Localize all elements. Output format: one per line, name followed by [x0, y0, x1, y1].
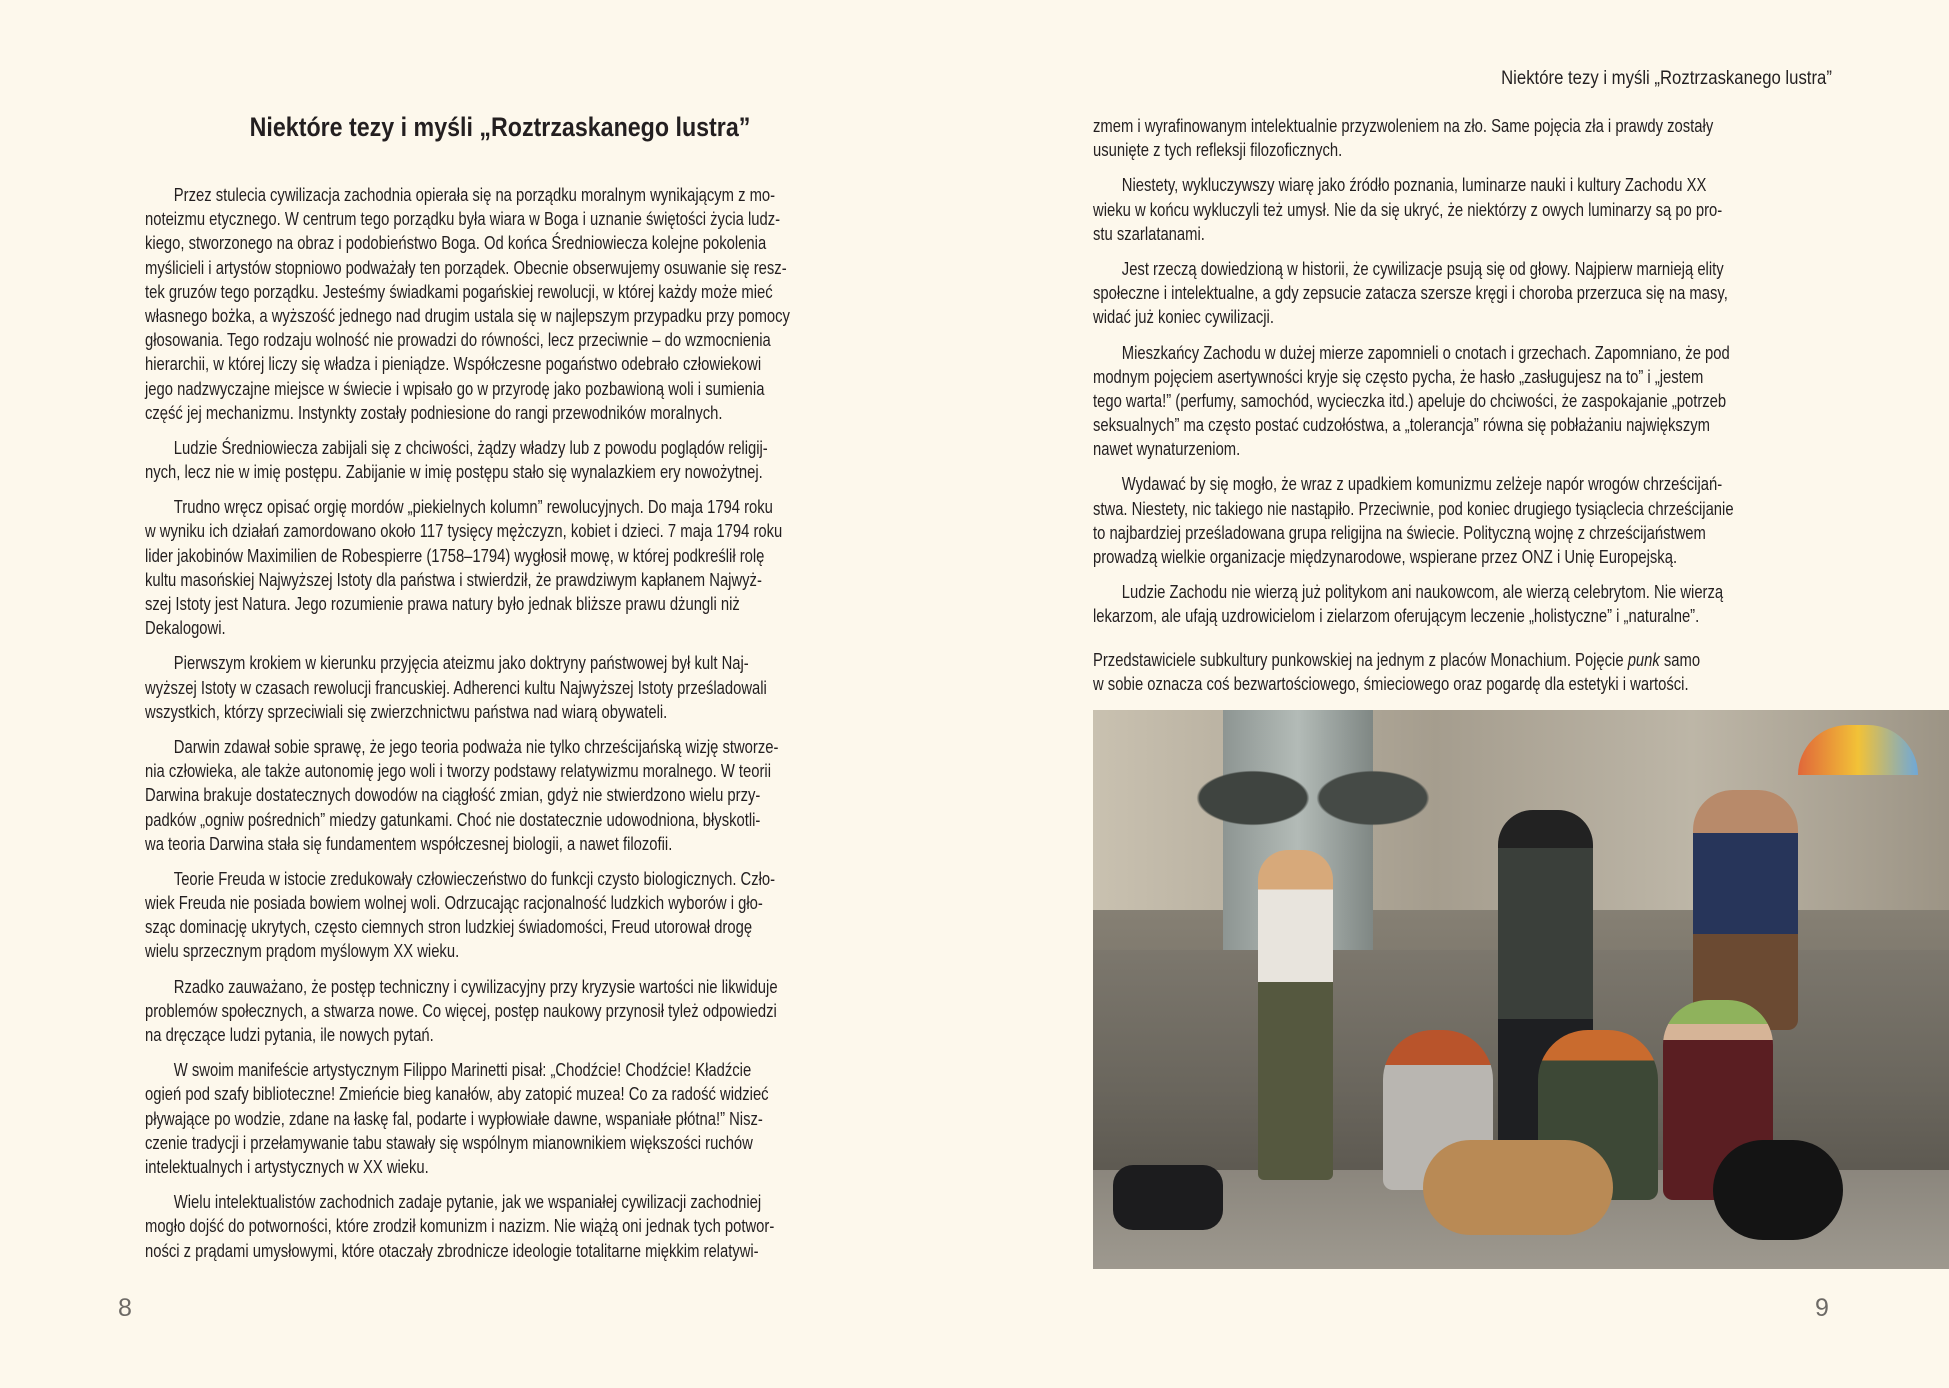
punk-subculture-photo [1093, 710, 1949, 1269]
dog-black [1713, 1140, 1843, 1240]
text-line: własnego bożka, a wyższość jednego nad drugim ustala się w najlepszym przypadku przy pomocy [145, 304, 790, 326]
text-line: Rzadko zauważano, że postęp techniczny i cywilizacyjny przy kryzysie wartości nie likwiduje [173, 975, 778, 997]
paragraph [145, 183, 855, 425]
text-line: stwa. Niestety, nic takiego nie nastąpiło. Przeciwnie, pod koniec drugiego tysiąclecia chrześcijanie [1093, 497, 1734, 519]
text-line: wiek Freuda nie posiada bowiem wolnej woli. Odrzucając racjonalność ludzkich wyborów i gło- [145, 892, 763, 914]
text-line: Teorie Freuda w istocie zredukowały człowieczeństwo do funkcji czysto biologicznych. Czło- [173, 867, 776, 889]
text-line: myślicieli i artystów stopniowo podważały ten porządek. Obecnie obserwujemy osuwanie się resz- [145, 256, 787, 278]
text-line: ności z prądami umysłowymi, które otaczały zbrodnicze ideologie totalitarne miękkim relatywi- [145, 1239, 759, 1261]
text-line: Darwin zdawał sobie sprawę, że jego teoria podważa nie tylko chrześcijańską wizję stworze- [173, 735, 779, 757]
paragraph [145, 651, 855, 724]
text-line: Wydawać by się mogło, że wraz z upadkiem komunizmu zelżeje napór wrogów chrześcijań- [1121, 473, 1723, 495]
text-line: Darwina brakuje dostatecznych dowodów na ciągłość zmian, gdyż nie stwierdzono wielu przy- [145, 784, 761, 806]
running-head: Niektóre tezy i myśli „Roztrzaskanego lustra” [1501, 68, 1832, 89]
text-line: jego nadzwyczajne miejsce w świecie i wpisało go w przyrodę jako pozbawioną woli i sumienia [145, 377, 765, 399]
paragraph [1093, 173, 1830, 246]
caption-line [1093, 648, 1701, 672]
page-number-right: 9 [1815, 1294, 1829, 1322]
caption-text: Przedstawiciele subkultury punkowskiej na jednym z placów Monachium. Pojęcie [1093, 649, 1628, 670]
text-line: seksualnych” ma często postać cudzołóstwa, a „tolerancja” równa się pobłażaniu największym [1093, 414, 1710, 436]
paragraph [145, 436, 855, 484]
text-line: stu szarlatanami. [1093, 222, 1205, 244]
text-line: wyższej Istoty w czasach rewolucji francuskiej. Adherenci kultu Najwyższej Istoty prześladowali [145, 676, 767, 698]
text-line: problemów społecznych, a stwarza nowe. Co więcej, postęp naukowy przynosił tyleż odpowiedzi [145, 999, 777, 1021]
text-line: Trudno wręcz opisać orgię mordów „piekielnych kolumn” rewolucyjnych. Do maja 1794 roku [173, 496, 773, 518]
text-line: Ludzie Średniowiecza zabijali się z chciwości, żądzy władzy lub z powodu poglądów religij- [173, 436, 768, 458]
person-standing [1258, 850, 1333, 1180]
text-line: Jest rzeczą dowiedzioną w historii, że cywilizacje psują się od głowy. Najpierw marnieją elity [1121, 257, 1724, 279]
text-line: prowadzą wielkie organizacje międzynarodowe, wspierane przez ONZ i Unię Europejską. [1093, 546, 1678, 567]
text-line: nych, lecz nie w imię postępu. Zabijanie w imię postępu stało się wynalazkiem ery nowożytnej. [145, 461, 763, 483]
text-line: mogło dojść do potworności, które zrodził komunizm i nazizm. Nie wiążą oni jednak tych potwor- [145, 1215, 775, 1237]
text-line: wieku w końcu wykluczyli też umysł. Nie da się ukryć, że niektórzy z owych luminarzy są po pro- [1093, 198, 1723, 220]
text-line: usunięte z tych refleksji filozoficznych. [1093, 139, 1343, 161]
text-line: kultu masońskiej Najwyższej Istoty dla państwa i stwierdził, że prawdziwym kapłanem Najwyż- [145, 568, 762, 590]
paragraph [1093, 580, 1830, 628]
text-line: W swoim manifeście artystycznym Filippo Marinetti pisał: „Chodźcie! Chodźcie! Kładźcie [173, 1059, 752, 1081]
paragraph [1093, 114, 1830, 162]
text-line: czenie tradycji i przełamywanie tabu stawały się wspólnym mianownikiem większości ruchów [145, 1131, 753, 1153]
text-line: widać już koniec cywilizacji. [1093, 306, 1274, 328]
text-line: modnym pojęciem asertywności kryje się często pycha, że hasło „zasługujesz na to” i „jestem [1093, 365, 1704, 387]
text-line: część jej mechanizmu. Instynkty zostały podniesione do rangi przewodników moralnych. [145, 401, 723, 423]
caption-line: w sobie oznacza coś bezwartościowego, śmieciowego oraz pogardę dla estetyki i wartości. [1093, 673, 1689, 695]
dog-golden [1423, 1140, 1613, 1235]
text-line: ogień pod szafy biblioteczne! Zmieńcie bieg kanałów, aby zatopić muzea! Co za radość widzieć [145, 1083, 769, 1105]
text-line: głosowania. Tego rodzaju wolność nie prowadzi do równości, lecz przeciwnie – do wzmocnienia [145, 329, 771, 351]
text-line: na dręczące ludzi pytania, ile nowych pytań. [145, 1024, 434, 1045]
text-line: wielu sprzecznym prądom myślowym XX wieku. [145, 940, 460, 962]
text-line: pływające po wodzie, zdane na łaskę fal, podarte i wypłowiałe dawne, wspaniałe płótna!” Nisz- [145, 1107, 763, 1129]
text-line: szej Istoty jest Natura. Jego rozumienie prawa natury było jednak bliższe prawu dżungli niż [145, 593, 740, 614]
caption-text: samo [1659, 649, 1701, 670]
paragraph [145, 1058, 855, 1179]
page-number-left: 8 [118, 1294, 132, 1322]
text-line: Przez stulecia cywilizacja zachodnia opierała się na porządku moralnym wynikającym z mo- [173, 184, 776, 205]
photo-caption [1093, 648, 1830, 696]
backpack [1113, 1165, 1223, 1230]
paragraph [145, 975, 855, 1048]
text-line: Dekalogowi. [145, 617, 226, 639]
text-line: Pierwszym krokiem w kierunku przyjęcia ateizmu jako doktryny państwowej był kult Naj- [173, 652, 749, 674]
chapter-title: Niektóre tezy i myśli „Roztrzaskanego lustra” [249, 112, 751, 142]
text-line: noteizmu etycznego. W centrum tego porządku była wiara w Boga i uznanie świętości życia ludz- [145, 208, 781, 230]
text-line: Niestety, wykluczywszy wiarę jako źródło poznania, luminarze nauki i kultury Zachodu XX [1121, 174, 1707, 196]
paragraph [1093, 341, 1830, 462]
text-line: w wyniku ich działań zamordowano około 117 tysięcy mężczyzn, kobiet i dzieci. 7 maja 1794 roku [145, 520, 783, 542]
paragraph [145, 735, 855, 856]
text-line: hierarchii, w której liczy się władza i pieniądze. Współczesne pogaństwo odebrało człowiekowi [145, 353, 762, 375]
text-line: padków „ogniw pośrednich” miedzy gatunkami. Choć nie dostatecznie udowodniona, błyskotli- [145, 808, 761, 830]
text-line: nia człowieka, ale także autonomię jego woli i tworzy podstawy relatywizmu moralnego. W teorii [145, 760, 771, 782]
text-line: intelektualnych i artystycznych w XX wieku. [145, 1155, 429, 1177]
text-line: wa teoria Darwina stała się fundamentem współczesnej biologii, a nawet filozofii. [145, 832, 673, 854]
text-line: Ludzie Zachodu nie wierzą już politykom ani naukowcom, ale wierzą celebrytom. Nie wierzą [1121, 581, 1724, 603]
caption-italic-term: punk [1627, 649, 1660, 670]
left-column-text [145, 183, 855, 1274]
paragraph [145, 1190, 855, 1263]
paragraph [1093, 257, 1830, 330]
text-line: społeczne i intelektualne, a gdy zepsucie zatacza szersze kręgi i choroba przerzuca się na masy, [1093, 282, 1728, 304]
paragraph [145, 867, 855, 964]
paragraph [1093, 472, 1830, 569]
text-line: sząc dominację ukrytych, często ciemnych stron ludzkiej świadomości, Freud utorował drogę [145, 916, 753, 938]
text-line: lider jakobinów Maximilien de Robespierre (1758–1794) wygłosił mowę, w której podkreślił rolę [145, 544, 765, 566]
text-line: wszystkich, którzy sprzeciwiali się zwierzchnictwu państwa nad wiarą obywateli. [145, 700, 668, 722]
person-sitting-blue [1693, 790, 1798, 1030]
paragraph [145, 495, 855, 640]
text-line: nawet wynaturzeniom. [1093, 438, 1241, 460]
text-line: tek gruzów tego porządku. Jesteśmy świadkami pogańskiej rewolucji, w której każdy może mieć [145, 280, 773, 302]
right-column-text [1093, 114, 1830, 640]
text-line: kiego, stworzonego na obraz i podobieństwo Boga. Od końca Średniowiecza kolejne pokolenia [145, 232, 767, 254]
text-line: lekarzom, ale ufają uzdrowicielom i zielarzom oferującym leczenie „holistyczne” i „naturalne”. [1093, 605, 1700, 627]
text-line: Wielu intelektualistów zachodnich zadaje pytanie, jak we wspaniałej cywilizacji zachodniej [173, 1191, 762, 1213]
text-line: to najbardziej prześladowana grupa religijna na świecie. Polityczną wojnę z chrześcijaństwem [1093, 521, 1706, 543]
text-line: zmem i wyrafinowanym intelektualnie przyzwoleniem na zło. Same pojęcia zła i prawdy zostały [1093, 115, 1714, 136]
text-line: tego warta!” (perfumy, samochód, wycieczka itd.) apeluje do chciwości, że zaspokajanie „potrzeb [1093, 389, 1727, 411]
text-line: Mieszkańcy Zachodu w dużej mierze zapomnieli o cnotach i grzechach. Zapomniano, że pod [1121, 341, 1730, 363]
